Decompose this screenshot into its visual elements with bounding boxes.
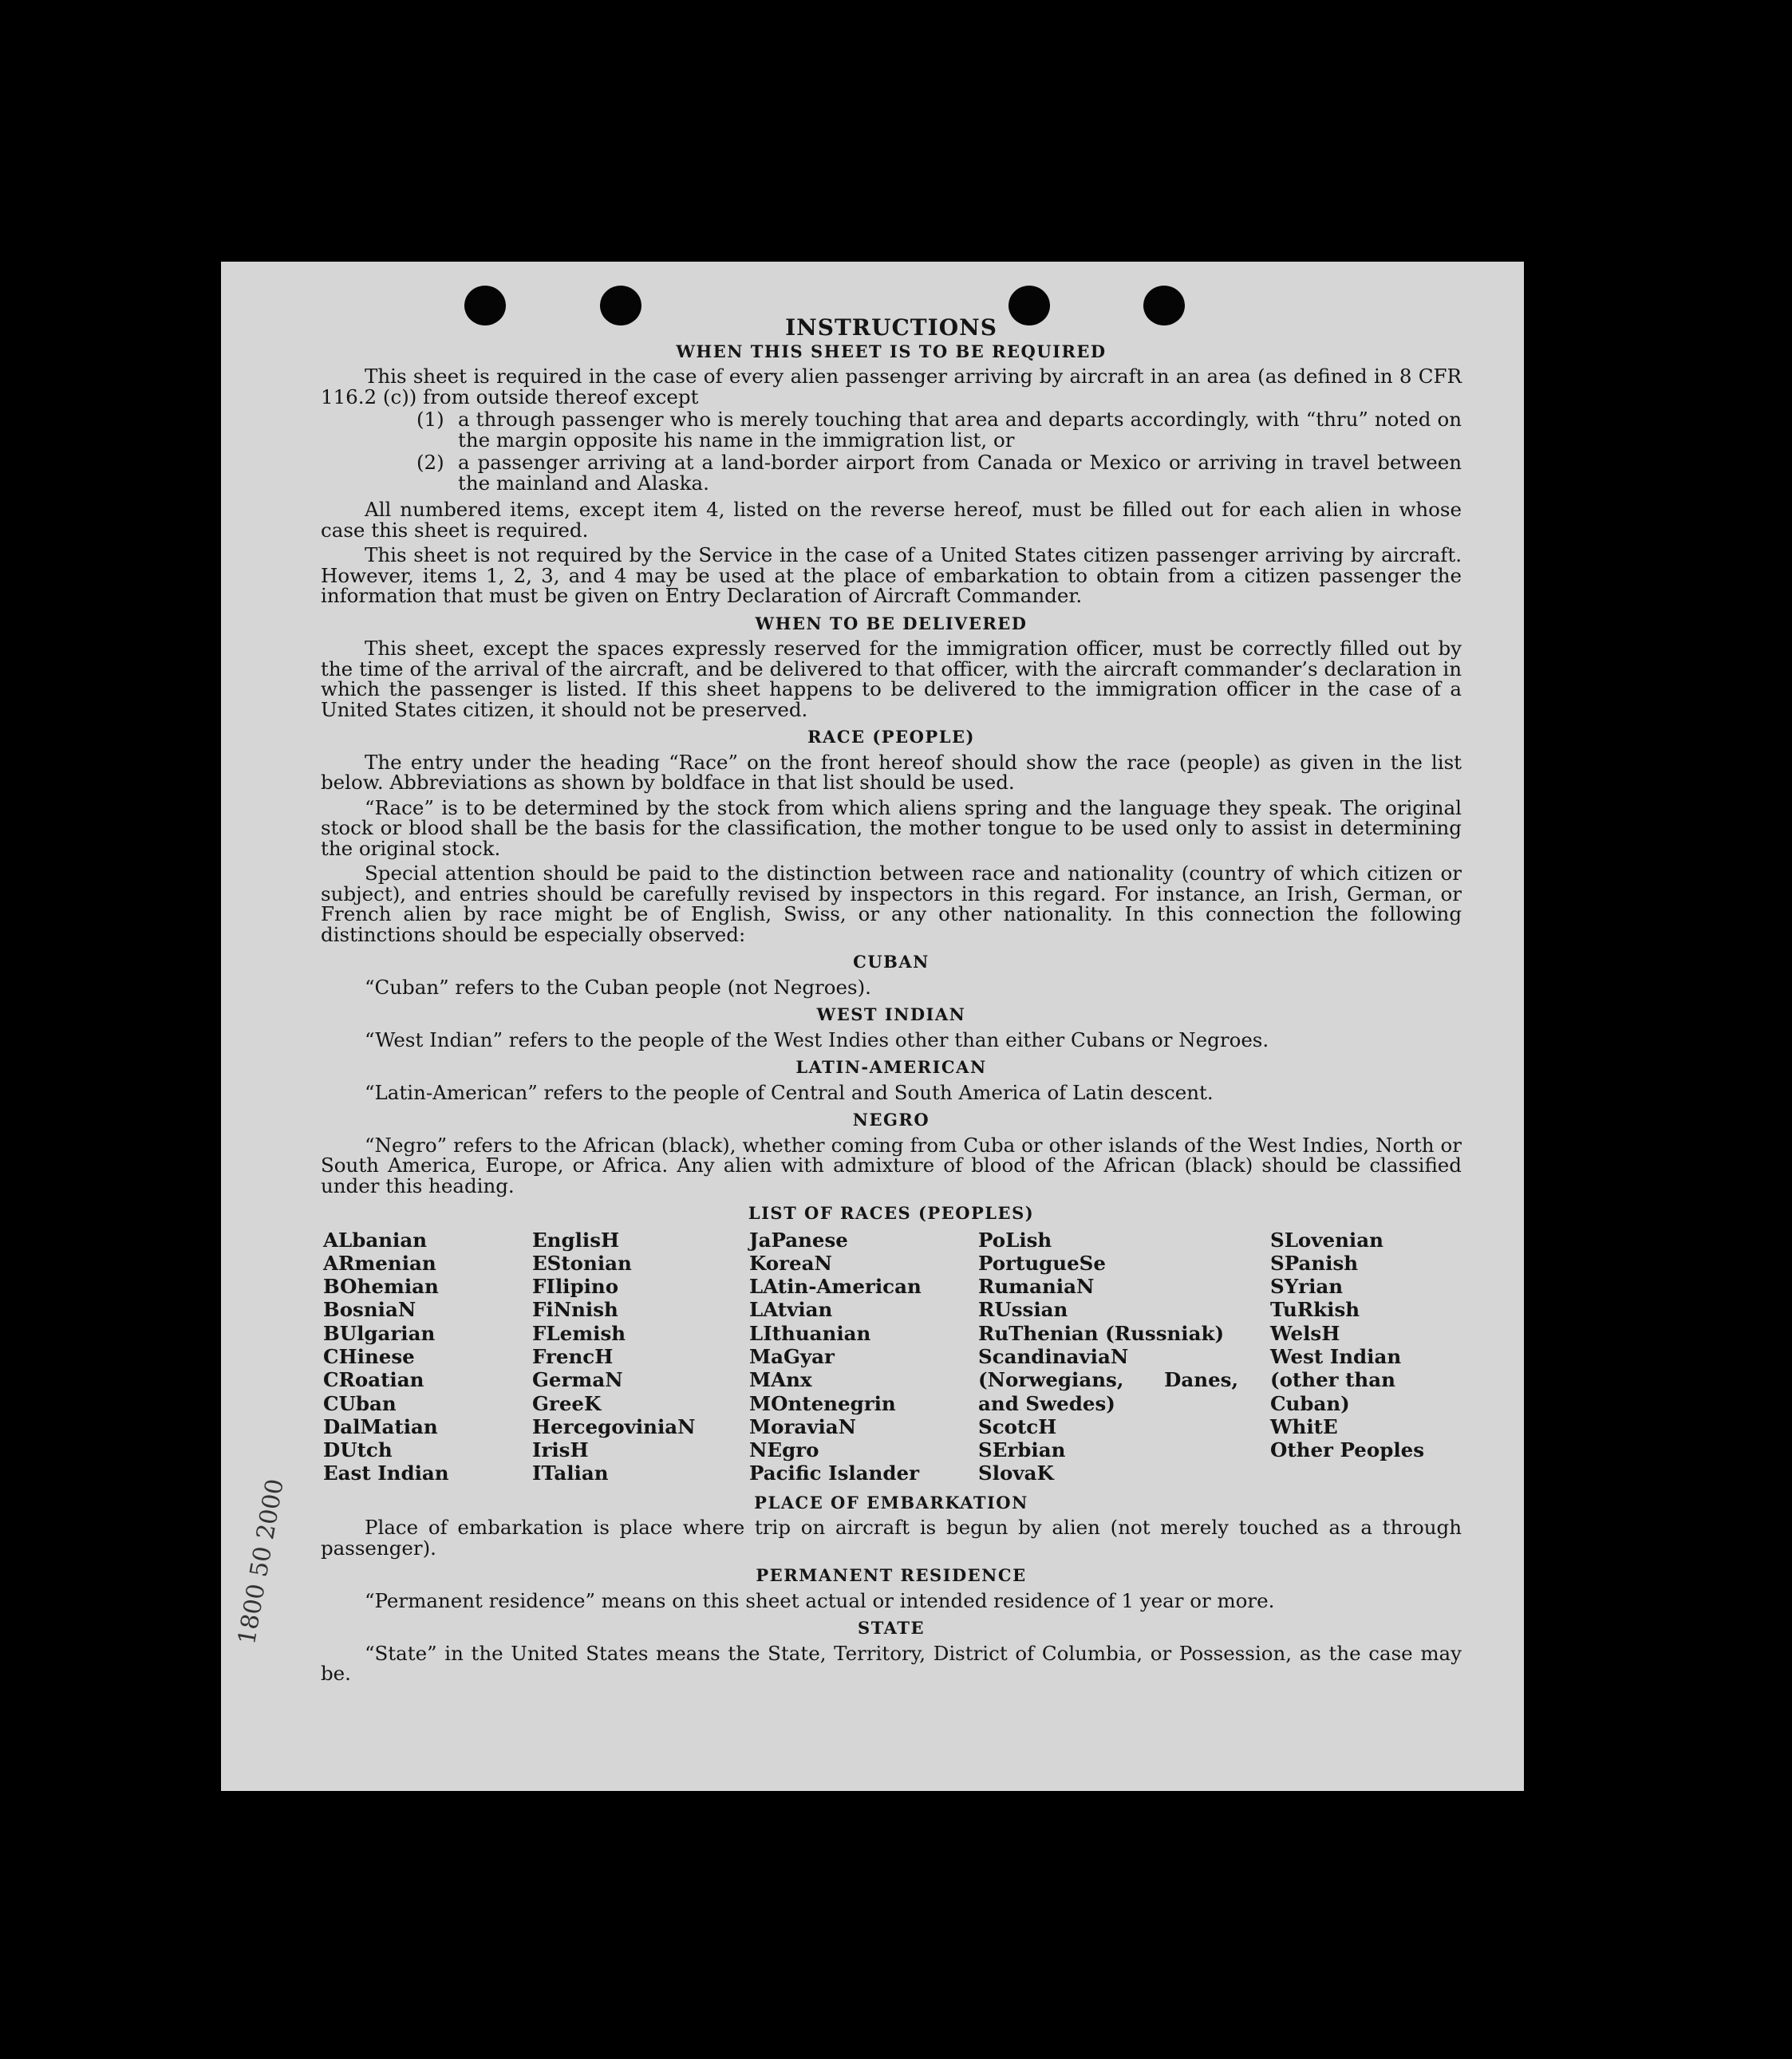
race-entry: NEgro — [749, 1438, 819, 1462]
race-entry: CUban — [323, 1391, 397, 1415]
race-entry: MOntenegrin — [749, 1391, 896, 1415]
race-entry: BUlgarian — [323, 1321, 436, 1345]
race-entry: FLemish — [532, 1321, 626, 1345]
paragraph: “Negro” refers to the African (black), whether coming from Cuba or other islands of the West Indies, North or South America, Europe, or Africa. Any alien with admixture of blood of the African (black) should be classified under this heading. — [321, 1133, 1462, 1197]
paragraph: “Permanent residence” means on this sheet actual or intended residence of 1 year or more. — [365, 1588, 1275, 1612]
section-heading-cuban: CUBAN — [853, 952, 930, 972]
paragraph: This sheet, except the spaces expressly reserved for the immigration officer, must be correctly filled out by the time of the arrival of the aircraft, and be delivered to that officer, with the aircraft commander’s declaration in which the passenger is listed. If this sheet happens to be delivered to the immigration officer in the case of a United States citizen, it should not be preserved. — [321, 637, 1462, 721]
paragraph: “Cuban” refers to the Cuban people (not Negroes). — [365, 975, 871, 999]
section-heading-race: RACE (PEOPLE) — [807, 727, 975, 747]
races-column — [1270, 1229, 1474, 1485]
race-entry: RumaniaN — [978, 1275, 1095, 1299]
races-column — [978, 1229, 1270, 1485]
race-entry: KoreaN — [749, 1251, 832, 1275]
paragraph: “West Indian” refers to the people of the West Indies other than either Cubans or Negroes. — [365, 1028, 1269, 1051]
race-entry: SPanish — [1270, 1251, 1359, 1275]
races-column — [323, 1229, 532, 1485]
race-entry: WelsH — [1270, 1321, 1340, 1345]
race-entry: ITalian — [532, 1461, 609, 1485]
race-entry: RuThenian (Russniak) — [978, 1321, 1225, 1345]
paragraph: “Race” is to be determined by the stock from which aliens spring and the language they speak. The original stock or blood shall be the basis for the classification, the mother tongue to be used only to assist in determining the original stock. — [321, 795, 1462, 860]
section-heading-west-indian: WEST INDIAN — [816, 1004, 966, 1024]
section-heading-latin-american: LATIN-AMERICAN — [795, 1057, 987, 1077]
section-heading-races-list: LIST OF RACES (PEOPLES) — [748, 1203, 1035, 1223]
race-entry: East Indian — [323, 1461, 449, 1485]
exception-item — [416, 409, 1462, 450]
race-entry: ARmenian — [323, 1251, 436, 1275]
paragraph: The entry under the heading “Race” on the front hereof should show the race (people) as given in the list below. Abbreviations as shown by boldface in that list should be used. — [321, 750, 1462, 794]
instructions-content — [321, 314, 1462, 1686]
race-entry: Other Peoples — [1270, 1438, 1425, 1462]
paragraph: “State” in the United States means the State, Territory, District of Columbia, or Possession, as the case may be. — [321, 1641, 1462, 1686]
race-entry: CRoatian — [323, 1368, 424, 1392]
item-number: (1) — [416, 408, 444, 431]
race-entry: RUssian — [978, 1298, 1068, 1322]
race-entry: LAtvian — [749, 1298, 833, 1322]
item-text: a through passenger who is merely touching that area and departs accordingly, with “thru” noted on the margin opposite his name in the immigration list, or — [458, 408, 1462, 452]
race-entry: LIthuanian — [749, 1321, 871, 1345]
races-column — [749, 1229, 978, 1485]
item-number: (2) — [416, 451, 444, 474]
section-heading-delivered: WHEN TO BE DELIVERED — [755, 613, 1028, 633]
race-entry: FiNnish — [532, 1298, 618, 1322]
section-heading-negro: NEGRO — [852, 1110, 930, 1130]
race-entry: PortugueSe — [978, 1251, 1106, 1275]
race-entry: BosniaN — [323, 1298, 416, 1322]
section-heading-required: WHEN THIS SHEET IS TO BE REQUIRED — [676, 341, 1107, 361]
exception-item — [416, 452, 1462, 493]
section-heading-embarkation: PLACE OF EMBARKATION — [754, 1492, 1028, 1513]
race-entry: FrencH — [532, 1344, 614, 1368]
race-entry: LAtin-American — [749, 1275, 922, 1299]
document-sheet — [221, 262, 1524, 1791]
races-list — [323, 1229, 1462, 1485]
race-entry: ScotcH — [978, 1414, 1057, 1438]
race-entry: MoraviaN — [749, 1414, 857, 1438]
race-entry: GreeK — [532, 1391, 602, 1415]
paragraph: Place of embarkation is place where trip on aircraft is begun by alien (not merely touched as a through passenger). — [321, 1516, 1462, 1560]
races-column — [532, 1229, 749, 1485]
race-entry: GermaN — [532, 1368, 623, 1392]
paragraph: Special attention should be paid to the distinction between race and nationality (country of which citizen or subject), and entries should be carefully revised by inspectors in this regard. For instance, an Irish, German, or French alien by race might be of English, Swiss, or any other nationality. In this connection the following distinctions should be especially observed: — [321, 862, 1462, 946]
race-entry: ALbanian — [323, 1228, 428, 1252]
race-entry: SLovenian — [1270, 1228, 1383, 1252]
race-entry: SErbian — [978, 1438, 1066, 1462]
race-entry: ScandinaviaN (Norwegians, Danes, and Swedes) — [978, 1344, 1238, 1415]
race-entry: EnglisH — [532, 1228, 620, 1252]
race-entry: DalMatian — [323, 1414, 438, 1438]
race-entry: HercegoviniaN — [532, 1414, 696, 1438]
paragraph: This sheet is not required by the Service in the case of a United States citizen passenger arriving by aircraft. However, items 1, 2, 3, and 4 may be used at the place of embarkation to obtain from a citizen passenger the information that must be given on Entry Declaration of Aircraft Commander. — [321, 543, 1462, 607]
race-entry: TuRkish — [1270, 1298, 1360, 1322]
section-heading-state: STATE — [858, 1618, 925, 1639]
race-entry: SlovaK — [978, 1461, 1054, 1485]
item-text: a passenger arriving at a land-border airport from Canada or Mexico or arriving in travel between the mainland and Alaska. — [458, 451, 1462, 495]
race-entry: PoLish — [978, 1228, 1052, 1252]
paragraph: “Latin-American” refers to the people of Central and South America of Latin descent. — [365, 1080, 1214, 1104]
race-entry: MAnx — [749, 1368, 812, 1392]
race-entry: JaPanese — [749, 1228, 848, 1252]
race-entry: Pacific Islander — [749, 1461, 919, 1485]
race-entry: West Indian (other than Cuban) — [1270, 1344, 1402, 1415]
race-entry: EStonian — [532, 1251, 632, 1275]
race-entry: FIlipino — [532, 1275, 619, 1299]
race-entry: DUtch — [323, 1438, 393, 1462]
paragraph: This sheet is required in the case of every alien passenger arriving by aircraft in an area (as defined in 8 CFR 116.2 (c)) from outside thereof except — [321, 365, 1462, 408]
race-entry: MaGyar — [749, 1344, 835, 1368]
paragraph: All numbered items, except item 4, listed on the reverse hereof, must be filled out for each alien in whose case this sheet is required. — [321, 498, 1462, 542]
race-entry: IrisH — [532, 1438, 589, 1462]
race-entry: WhitE — [1270, 1414, 1338, 1438]
race-entry: BOhemian — [323, 1275, 439, 1299]
handwritten-margin-note: 1800 50 2000 — [233, 1477, 290, 1647]
page-title: INSTRUCTIONS — [785, 314, 997, 341]
section-heading-residence: PERMANENT RESIDENCE — [756, 1565, 1027, 1586]
race-entry: SYrian — [1270, 1275, 1344, 1299]
race-entry: CHinese — [323, 1344, 415, 1368]
